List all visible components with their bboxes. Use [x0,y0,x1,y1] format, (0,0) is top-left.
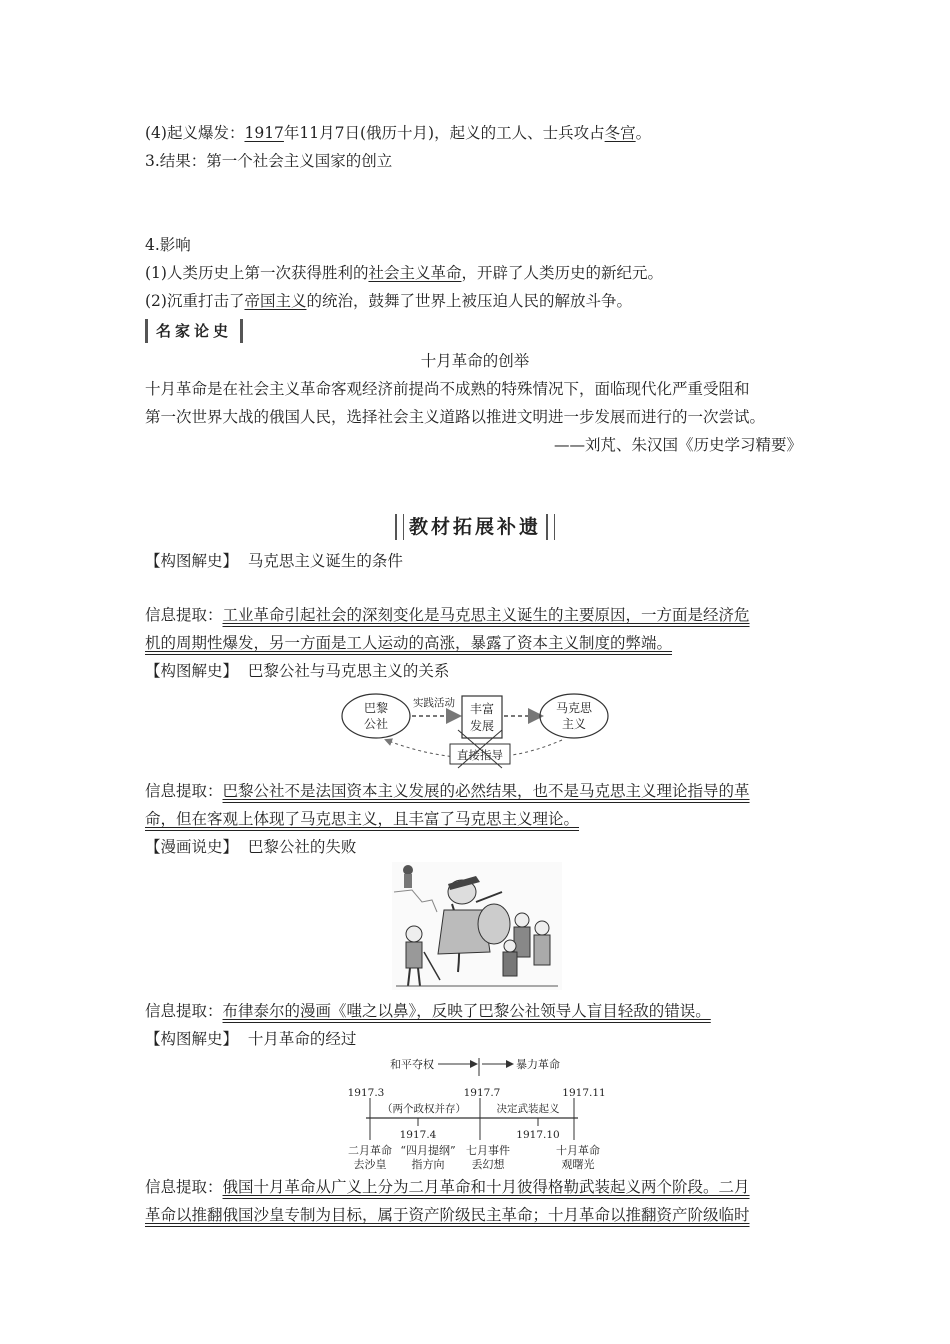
quote-paragraph-2: 第一次世界大战的俄国人民，选择社会主义道路以推进文明进一步发展而进行的一次尝试。 [145,408,766,426]
item-tag: 【漫画说史】 [145,838,239,856]
item-2-header [145,660,449,682]
paris-commune-diagram [330,688,620,770]
arrow-practice-label: 实践活动 [413,697,455,709]
date-1917-3: 1917.3 [347,1087,385,1099]
info-text: 俄国十月革命从广义上分为二月革命和十月彼得格勒武装起义两个阶段。二月 [222,1178,750,1196]
line-impact-2 [145,290,632,312]
text: 年11月7日(俄历十月)，起义的工人、士兵攻占 [283,124,605,142]
underlined-term: 社会主义革命 [368,264,462,282]
info-label: 信息提取： [145,782,223,800]
item-3-header [145,836,356,858]
peace-label: 和平夺权 [390,1058,434,1071]
line-impact-title: 4.影响 [145,236,191,254]
item-1-info-b [145,632,672,654]
item-4-info-a [145,1176,750,1198]
item-title: 巴黎公社与马克思主义的关系 [247,662,450,680]
text: ，开辟了人类历史的新纪元。 [461,264,663,282]
cartoon-illustration-icon [392,862,562,990]
info-text: 布律泰尔的漫画《嗤之以鼻》，反映了巴黎公社领导人盲目轻敌的错误。 [222,1002,711,1020]
item-4-header [145,1028,356,1050]
date-1917-10: 1917.10 [516,1129,560,1141]
marxism-1: 马克思 [555,701,593,715]
info-text: 巴黎公社不是法国资本主义发展的必然结果，也不是马克思主义理论指导的革 [222,782,750,800]
quote-source: ——刘芃、朱汉国《历史学习精要》 [553,436,802,454]
event-jul-1: 七月事件 [466,1144,510,1157]
event-oct-2: 观曙光 [561,1158,595,1170]
info-text: 机的周期性爆发，另一方面是工人运动的高涨，暴露了资本主义制度的弊端。 [145,634,673,652]
paris-left-2: 公社 [363,717,389,731]
item-2-info-b [145,808,579,830]
info-label: 信息提取： [145,606,223,624]
quote-title: 十月革命的创举 [420,352,530,370]
underlined-place: 冬宫 [604,124,636,142]
item-tag: 【构图解史】 [145,662,239,680]
underlined-year: 1917 [244,124,284,142]
event-feb-2: 去沙皇 [353,1158,387,1170]
item-4-info-b [145,1204,750,1226]
enrich-2: 发展 [469,719,495,733]
text: (2)沉重打击了 [145,292,245,310]
text: (1)人类历史上第一次获得胜利的 [145,264,369,282]
text: 的统治，鼓舞了世界上被压迫人民的解放斗争。 [306,292,632,310]
october-revolution-diagram [342,1054,612,1170]
item-2-info-a [145,780,750,802]
event-oct-1: 十月革命 [556,1144,600,1157]
item-tag: 【构图解史】 [145,552,239,570]
line-uprising [145,122,651,144]
info-label: 信息提取： [145,1178,223,1196]
underlined-term: 帝国主义 [244,292,307,310]
item-3-info-a [145,1000,711,1022]
item-title: 十月革命的经过 [247,1030,357,1048]
section-title: 教材拓展补遗 [395,512,555,542]
item-1-info-a [145,604,750,626]
info-text: 命，但在客观上体现了马克思主义，且丰富了马克思主义理论。 [145,810,580,828]
date-1917-4: 1917.4 [399,1129,437,1141]
line-result: 3.结果：第一个社会主义国家的创立 [145,152,393,170]
date-1917-11: 1917.11 [562,1087,606,1099]
event-jul-2: 丢幻想 [471,1158,505,1170]
event-apr-2: 指方向 [411,1158,445,1170]
text: (4)起义爆发： [145,124,245,142]
famous-heading: 名家论史 [145,319,243,343]
decide-uprising: 决定武装起义 [496,1103,560,1115]
event-apr-1: “四月提纲” [400,1144,456,1157]
item-tag: 【构图解史】 [145,1030,239,1048]
item-title: 巴黎公社的失败 [247,838,357,856]
enrich-1: 丰富 [469,702,495,716]
marxism-2: 主义 [561,717,587,731]
dual-power: （两个政权并存） [382,1103,466,1115]
item-title: 马克思主义诞生的条件 [247,552,403,570]
info-label: 信息提取： [145,1002,223,1020]
quote-paragraph-1: 十月革命是在社会主义革命客观经济前提尚不成熟的特殊情况下，面临现代化严重受阻和 [145,380,750,398]
violent-label: 暴力革命 [516,1058,560,1071]
guide-label: 直接指导 [457,748,503,762]
info-text: 革命以推翻俄国沙皇专制为目标，属于资产阶级民主革命；十月革命以推翻资产阶级临时 [145,1206,750,1224]
paris-left-1: 巴黎 [363,701,389,715]
text: 。 [635,124,652,142]
item-1-header [145,550,403,572]
info-text: 工业革命引起社会的深刻变化是马克思主义诞生的主要原因，一方面是经济危 [222,606,750,624]
date-1917-7: 1917.7 [463,1087,501,1099]
line-impact-1 [145,262,663,284]
event-feb-1: 二月革命 [348,1144,392,1157]
